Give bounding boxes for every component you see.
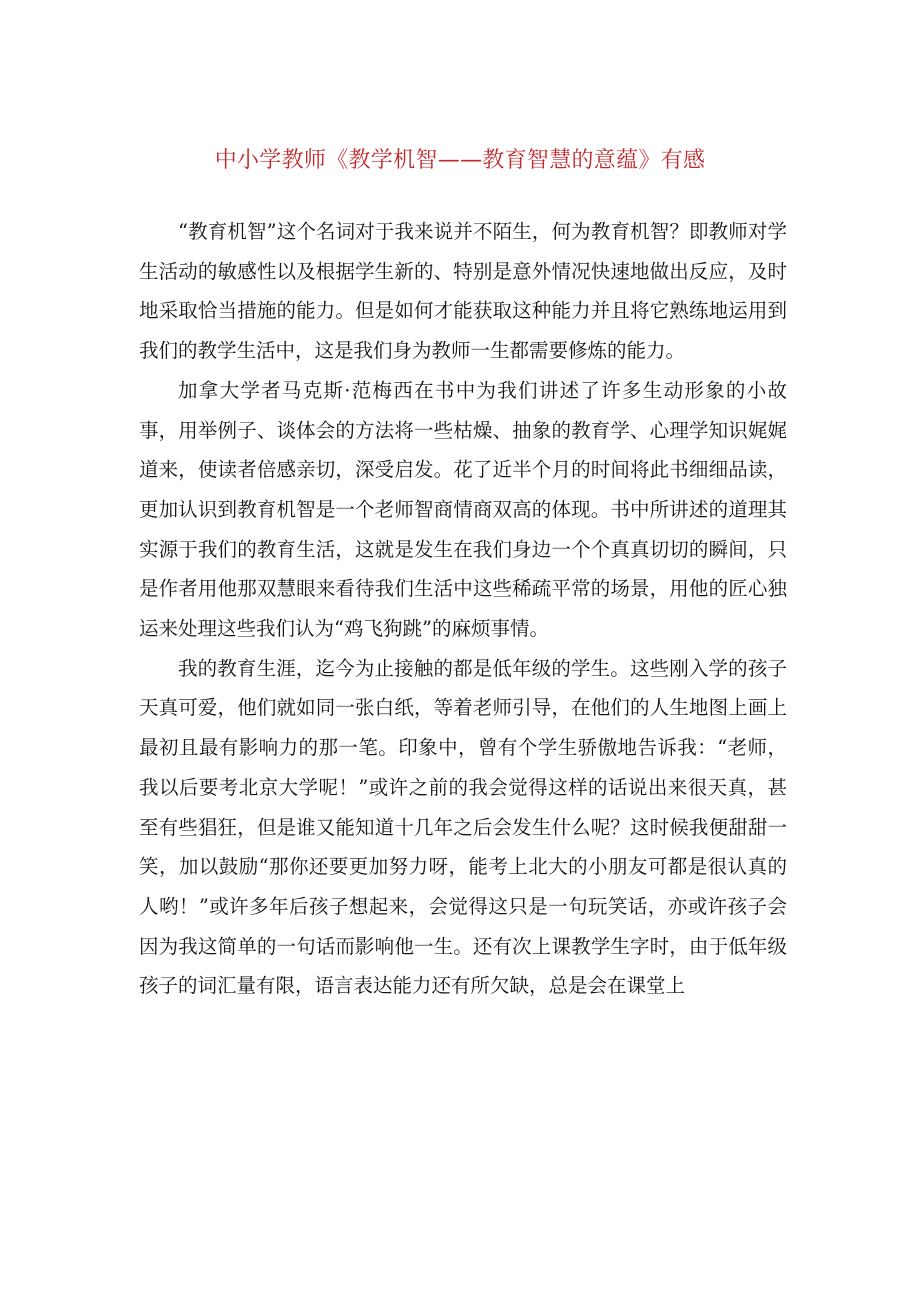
paragraph-1: “教育机智”这个名词对于我来说并不陌生，何为教育机智？即教师对学生活动的敏感性以及根据学生新的、特别是意外情况快速地做出反应，及时地采取恰当措施的能力。但是如何才能获取这种能力并且将它熟练地运用到我们的教学生活中，这是我们身为教师一生都需要修炼的能力。: [139, 220, 787, 363]
document-body: [139, 212, 787, 1006]
paragraph-2: 加拿大学者马克斯·范梅西在书中为我们讲述了许多生动形象的小故事，用举例子、谈体会的方法将一些枯燥、抽象的教育学、心理学知识娓娓道来，使读者倍感亲切，深受启发。花了近半个月的时间将此书细细品读，更加认识到教育机智是一个老师智商情商双高的体现。书中所讲述的道理其实源于我们的教育生活，这就是发生在我们身边一个个真真切切的瞬间，只是作者用他那双慧眼来看待我们生活中这些稀疏平常的场景，用他的匠心独运来处理这些我们认为“鸡飞狗跳”的麻烦事情。: [139, 378, 787, 641]
paragraph-3: 我的教育生涯，迄今为止接触的都是低年级的学生。这些刚入学的孩子天真可爱，他们就如同一张白纸，等着老师引导，在他们的人生地图上画上最初且最有影响力的那一笔。印象中，曾有个学生骄傲地告诉我：“老师，我以后要考北京大学呢！”或许之前的我会觉得这样的话说出来很天真，甚至有些猖狂，但是谁又能知道十几年之后会发生什么呢？这时候我便甜甜一笑，加以鼓励“那你还要更加努力呀，能考上北大的小朋友可都是很认真的人哟！”或许多年后孩子想起来，会觉得这只是一句玩笑话，亦或许孩子会因为我这简单的一句话而影响他一生。还有次上课教学生字时，由于低年级孩子的词汇量有限，语言表达能力还有所欠缺，总是会在课堂上: [139, 656, 787, 998]
document-title: 中小学教师《教学机智——教育智慧的意蕴》有感: [214, 148, 706, 173]
